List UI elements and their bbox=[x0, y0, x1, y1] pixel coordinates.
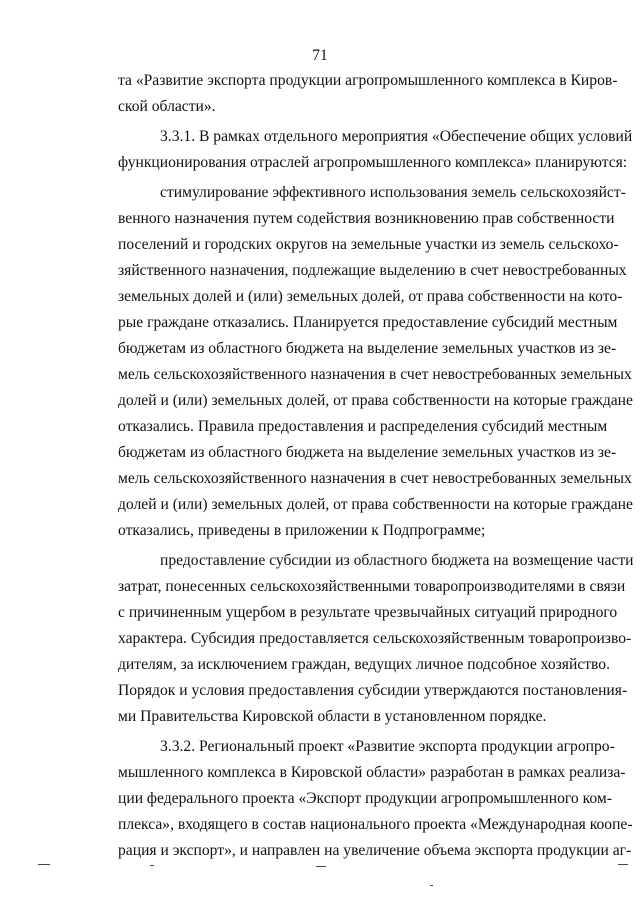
scan-speck bbox=[430, 885, 433, 886]
text-line: затрат, понесенных сельскохозяйственными товаропроизводителями в связи bbox=[118, 578, 626, 595]
scan-speck bbox=[38, 864, 50, 865]
text-line: земельных долей и (или) земельных долей, от права собственности на кото- bbox=[118, 288, 623, 305]
text-line: венного назначения путем содействия возникновению прав собственности bbox=[118, 210, 615, 227]
text-line: мель сельскохозяйственного назначения в счет невостребованных земельных bbox=[118, 366, 632, 383]
text-line: ской области». bbox=[118, 98, 216, 115]
page-number: 71 bbox=[312, 47, 328, 64]
text-line: стимулирование эффективного использования земель сельскохозяйст- bbox=[160, 184, 626, 201]
scan-speck bbox=[618, 864, 628, 865]
text-line: мель сельскохозяйственного назначения в счет невостребованных земельных bbox=[118, 470, 632, 487]
text-line: бюджетам из областного бюджета на выделение земельных участков из зе- bbox=[118, 340, 617, 357]
body-text bbox=[118, 68, 634, 864]
text-line: долей и (или) земельных долей, от права собственности на которые граждане bbox=[118, 496, 633, 513]
text-line: зяйственного назначения, подлежащие выделению в счет невостребованных bbox=[118, 262, 627, 279]
text-line: ции федерального проекта «Экспорт продукции агропромышленного ком- bbox=[118, 790, 612, 807]
scan-speck bbox=[150, 865, 154, 866]
text-line: рые граждане отказались. Планируется предоставление субсидий местным bbox=[118, 314, 618, 331]
text-line: отказались. Правила предоставления и распределения субсидий местным bbox=[118, 418, 608, 435]
text-line: рация и экспорт», и направлен на увеличение объема экспорта продукции аг- bbox=[118, 842, 632, 859]
text-line: функционирования отраслей агропромышленного комплекса» планируются: bbox=[118, 154, 628, 171]
text-line: та «Развитие экспорта продукции агропромышленного комплекса в Киров- bbox=[118, 72, 618, 89]
text-line: дителям, за исключением граждан, ведущих личное подсобное хозяйство. bbox=[118, 656, 611, 673]
text-line: Порядок и условия предоставления субсидии утверждаются постановления- bbox=[118, 682, 628, 699]
text-line: поселений и городских округов на земельные участки из земель сельскохо- bbox=[118, 236, 619, 253]
text-line: с причиненным ущербом в результате чрезвычайных ситуаций природного bbox=[118, 604, 618, 621]
text-line: ми Правительства Кировской области в установленном порядке. bbox=[118, 708, 547, 725]
text-line: долей и (или) земельных долей, от права собственности на которые граждане bbox=[118, 392, 633, 409]
text-line: 3.3.2. Региональный проект «Развитие экспорта продукции агропро- bbox=[160, 738, 615, 755]
text-line: мышленного комплекса в Кировской области» разработан в рамках реализа- bbox=[118, 764, 626, 781]
scan-speck bbox=[316, 866, 326, 867]
text-line: предоставление субсидии из областного бюджета на возмещение части bbox=[160, 552, 634, 569]
text-line: отказались, приведены в приложении к Подпрограмме; bbox=[118, 522, 486, 539]
text-line: плекса», входящего в состав национального проекта «Международная коопе- bbox=[118, 816, 633, 833]
text-line: 3.3.1. В рамках отдельного мероприятия «Обеспечение общих условий bbox=[160, 128, 633, 145]
text-line: бюджетам из областного бюджета на выделение земельных участков из зе- bbox=[118, 444, 617, 461]
text-line: характера. Субсидия предоставляется сельскохозяйственным товаропроизво- bbox=[118, 630, 632, 647]
